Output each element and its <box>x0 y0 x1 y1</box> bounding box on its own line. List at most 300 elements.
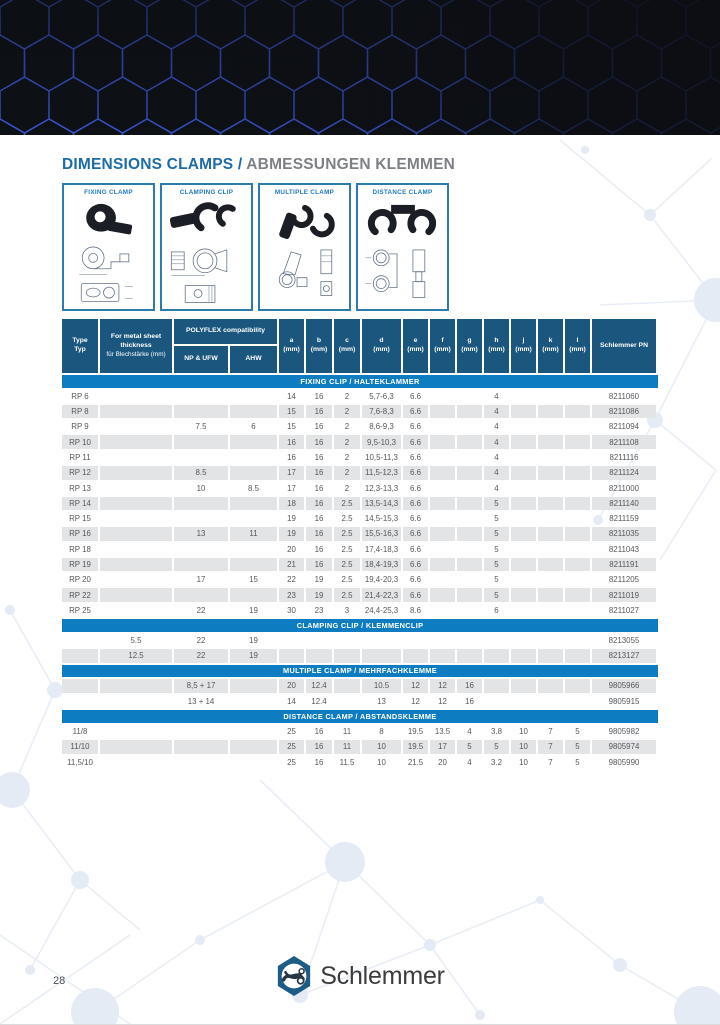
table-cell: 8211140 <box>592 497 656 511</box>
table-cell <box>306 634 332 648</box>
table-cell <box>511 451 536 465</box>
multiple-clamp-drawing <box>263 242 347 309</box>
fixing-clamp-label: FIXING CLAMP <box>84 189 133 196</box>
dim-letter: d <box>379 337 384 345</box>
col-header-dim-d <box>362 319 401 373</box>
table-cell <box>457 481 482 495</box>
table-cell: 8211000 <box>608 483 640 493</box>
table-cell <box>457 588 482 602</box>
table-cell <box>565 420 590 434</box>
distance-clamp-photo <box>361 196 445 242</box>
table-cell <box>100 694 172 708</box>
schlemmer-logo <box>0 955 720 997</box>
table-cell: 4 <box>484 435 509 449</box>
col-header-dim-h <box>484 319 509 373</box>
table-cell <box>457 466 482 480</box>
col-header-dim-j <box>511 319 536 373</box>
table-cell: 15,5-16,3 <box>362 527 401 541</box>
table-cell: 7,6-8,3 <box>362 405 401 419</box>
table-cell: 13.5 <box>434 726 451 736</box>
clamping-clip-drawing <box>165 242 249 309</box>
table-cell: 8211043 <box>608 544 640 554</box>
table-cell: 5 <box>494 514 499 524</box>
table-cell: 15 <box>249 575 258 585</box>
table-cell <box>511 694 536 708</box>
dim-unit: (mm) <box>542 346 559 353</box>
table-cell: 2.5 <box>334 527 360 541</box>
table-cell <box>430 451 455 465</box>
table-cell: 8.6 <box>410 605 421 615</box>
table-cell: 19,4-20,3 <box>364 575 399 585</box>
table-cell <box>230 694 277 708</box>
table-cell: 16 <box>314 757 324 767</box>
section-header: MULTIPLE CLAMP / MEHRFACHKLEMME <box>62 665 658 678</box>
table-cell: 19 <box>306 588 332 602</box>
fixing-clamp-photo <box>67 196 151 242</box>
table-cell <box>565 527 590 541</box>
table-cell <box>100 679 172 693</box>
table-cell <box>334 634 360 648</box>
table-cell <box>457 604 482 618</box>
table-cell <box>430 405 455 419</box>
table-cell <box>100 573 172 587</box>
table-cell: RP 25 <box>69 605 91 615</box>
table-cell <box>62 649 98 663</box>
table-cell: 22 <box>196 605 206 615</box>
table-cell <box>511 527 536 541</box>
table-cell: 8211060 <box>608 391 640 401</box>
table-cell: 6.6 <box>410 483 421 493</box>
table-cell: 8 <box>379 726 384 736</box>
table-cell <box>334 649 360 663</box>
dim-letter: e <box>413 337 418 345</box>
distance-clamp-label: DISTANCE CLAMP <box>372 189 433 196</box>
table-cell: 6.6 <box>410 575 421 585</box>
table-cell <box>511 420 536 434</box>
table-cell: 18,4-19,3 <box>362 558 401 572</box>
table-cell <box>457 390 482 404</box>
table-cell: 9805990 <box>608 757 640 767</box>
table-cell <box>484 679 509 693</box>
table-cell <box>174 755 228 769</box>
table-cell <box>457 451 482 465</box>
table-cell: 6.6 <box>403 405 428 419</box>
table-cell: 16 <box>457 679 482 693</box>
table-cell: 11/10 <box>62 740 98 754</box>
table-cell: RP 14 <box>62 497 98 511</box>
table-cell: 11 <box>342 726 352 736</box>
table-cell <box>174 390 228 404</box>
col-header-polyflex-sub-0: NP & UFW <box>174 346 228 373</box>
table-row <box>62 527 658 541</box>
table-cell: 4 <box>484 466 509 480</box>
table-cell: 8,5 + 17 <box>174 679 228 693</box>
table-cell: 19 <box>249 636 258 646</box>
table-cell: 19 <box>230 649 277 663</box>
table-cell: 6.6 <box>410 391 421 401</box>
table-cell <box>334 694 360 708</box>
table-cell: 2.5 <box>341 514 353 524</box>
table-cell: 8211191 <box>592 558 656 572</box>
table-cell: 3.2 <box>491 757 502 767</box>
table-cell <box>538 420 563 434</box>
table-cell <box>230 405 277 419</box>
table-cell: 16 <box>314 726 324 736</box>
table-cell: 5 <box>494 575 499 585</box>
table-cell: 20 <box>438 757 447 767</box>
table-cell: 2 <box>344 483 350 493</box>
table-cell: 16 <box>314 422 324 432</box>
col-header-thickness <box>100 319 172 373</box>
table-cell <box>174 435 228 449</box>
table-cell <box>565 451 590 465</box>
dim-unit: (mm) <box>461 346 478 353</box>
table-cell: 16 <box>314 544 324 554</box>
table-cell: 22 <box>287 575 296 585</box>
col-header-thickness-en: For metal sheet thickness <box>110 333 162 349</box>
table-cell: 5 <box>575 757 580 767</box>
distance-clamp-box <box>356 183 449 311</box>
table-cell <box>511 542 536 556</box>
table-cell: 10 <box>511 740 536 754</box>
table-cell: 7.5 <box>195 422 207 432</box>
table-cell: 9,5-10,3 <box>362 435 401 449</box>
table-cell <box>100 405 172 419</box>
table-cell <box>362 649 401 663</box>
dim-unit: (mm) <box>569 346 586 353</box>
table-cell: 8211035 <box>592 527 656 541</box>
table-cell: 13 <box>377 696 386 706</box>
table-cell <box>100 604 172 618</box>
col-header-dim-b <box>306 319 332 373</box>
table-cell <box>511 588 536 602</box>
table-cell: 8211124 <box>592 466 656 480</box>
table-cell: 19 <box>314 575 324 585</box>
table-row <box>62 405 658 419</box>
dim-unit: (mm) <box>338 346 356 353</box>
table-cell <box>430 649 455 663</box>
table-row <box>62 588 658 602</box>
table-cell <box>538 542 563 556</box>
dim-letter: g <box>467 337 472 345</box>
table-cell <box>511 405 536 419</box>
table-cell: 10.5 <box>362 679 401 693</box>
table-cell <box>457 512 482 526</box>
table-cell: 13 <box>174 527 228 541</box>
table-row <box>62 512 658 526</box>
table-cell <box>100 451 172 465</box>
col-header-dim-f <box>430 319 455 373</box>
table-cell: 8211108 <box>592 435 656 449</box>
table-cell: 8.5 <box>248 483 259 493</box>
table-row <box>62 604 658 618</box>
table-cell: 16 <box>314 483 324 493</box>
col-header-dim-c <box>334 319 360 373</box>
table-cell: 15 <box>287 422 296 432</box>
table-cell <box>230 588 277 602</box>
table-cell <box>565 634 590 648</box>
table-cell: 16 <box>306 527 332 541</box>
multiple-clamp-label: MULTIPLE CLAMP <box>274 189 335 196</box>
table-cell <box>230 542 277 556</box>
table-cell <box>538 405 563 419</box>
table-cell: 19 <box>279 527 304 541</box>
table-cell <box>100 481 172 495</box>
table-cell: 11 <box>334 740 360 754</box>
table-cell: 25 <box>287 726 296 736</box>
table-cell: 2 <box>344 453 350 463</box>
table-row <box>62 466 658 480</box>
table-cell <box>62 694 98 708</box>
table-cell <box>457 405 482 419</box>
table-cell: 19.5 <box>403 740 428 754</box>
table-cell <box>538 679 563 693</box>
table-cell <box>100 527 172 541</box>
table-cell: 6.6 <box>403 497 428 511</box>
distance-clamp-drawing <box>361 242 445 309</box>
table-cell: 5 <box>565 740 590 754</box>
col-header-schlemmer-pn: Schlemmer PN <box>592 319 656 373</box>
table-cell <box>100 512 172 526</box>
table-cell <box>230 390 277 404</box>
col-header-thickness-de: für Blechstärke (mm) <box>106 350 166 358</box>
table-cell <box>100 558 172 572</box>
col-header-polyflex: POLYFLEX compatibility <box>174 319 277 344</box>
dim-unit: (mm) <box>434 346 451 353</box>
col-header-type-de: Typ <box>74 346 86 353</box>
dim-letter: f <box>441 337 444 345</box>
table-cell: 12.4 <box>306 679 332 693</box>
table-cell <box>430 634 455 648</box>
table-cell: 4 <box>494 483 499 493</box>
table-cell: 3 <box>344 605 350 615</box>
table-cell: 4 <box>494 422 499 432</box>
table-row <box>62 497 658 511</box>
table-cell: 12.4 <box>311 696 327 706</box>
table-cell <box>457 527 482 541</box>
table-cell <box>538 573 563 587</box>
table-cell <box>457 634 482 648</box>
table-cell: 18 <box>279 497 304 511</box>
multiple-clamp-box <box>258 183 351 311</box>
table-cell: 16 <box>306 435 332 449</box>
table-cell: 16 <box>306 497 332 511</box>
table-cell: 10 <box>362 740 401 754</box>
table-cell <box>538 634 563 648</box>
table-row <box>62 755 658 769</box>
table-cell: 5 <box>484 527 509 541</box>
table-cell: 14 <box>287 696 296 706</box>
table-cell: 9805915 <box>608 696 640 706</box>
table-cell: 8211094 <box>608 422 640 432</box>
table-cell: 16 <box>314 514 324 524</box>
table-cell: 2.5 <box>334 558 360 572</box>
table-cell <box>538 604 563 618</box>
fixing-clamp-drawing <box>67 242 151 309</box>
table-cell: RP 6 <box>71 391 89 401</box>
table-cell <box>430 420 455 434</box>
table-cell <box>538 694 563 708</box>
table-cell: 16 <box>306 405 332 419</box>
table-cell <box>565 466 590 480</box>
section-header: DISTANCE CLAMP / ABSTANDSKLEMME <box>62 710 658 723</box>
table-cell: 2 <box>334 466 360 480</box>
table-cell: 14,5-15,3 <box>364 514 399 524</box>
table-cell <box>174 512 228 526</box>
table-cell: RP 15 <box>69 514 91 524</box>
table-row <box>62 481 658 495</box>
table-cell: 21,4-22,3 <box>362 588 401 602</box>
table-cell <box>430 497 455 511</box>
dim-letter: j <box>522 337 525 345</box>
table-cell <box>565 435 590 449</box>
table-cell <box>100 466 172 480</box>
table-cell: 6.6 <box>410 514 421 524</box>
table-cell: RP 10 <box>62 435 98 449</box>
table-cell: 10,5-11,3 <box>365 453 398 463</box>
table-cell <box>538 527 563 541</box>
table-cell: 21 <box>279 558 304 572</box>
table-cell: 12 <box>438 696 447 706</box>
table-cell <box>457 558 482 572</box>
table-cell <box>174 588 228 602</box>
table-cell: 17 <box>196 575 206 585</box>
table-cell: 16 <box>306 466 332 480</box>
table-cell <box>100 420 172 434</box>
table-cell: 4 <box>467 757 472 767</box>
table-cell <box>230 435 277 449</box>
table-cell <box>538 558 563 572</box>
table-row <box>62 558 658 572</box>
table-cell: 19 <box>287 514 296 524</box>
table-cell: 5 <box>484 588 509 602</box>
table-cell <box>230 755 277 769</box>
table-row <box>62 679 658 693</box>
table-cell: 2 <box>344 391 350 401</box>
table-cell <box>430 573 455 587</box>
table-cell: 2.5 <box>334 588 360 602</box>
table-row <box>62 649 658 663</box>
table-cell: 6.6 <box>410 544 421 554</box>
table-cell: 20 <box>279 679 304 693</box>
col-header-type <box>62 319 98 373</box>
table-cell: 3.8 <box>491 726 502 736</box>
table-cell: 12.5 <box>100 649 172 663</box>
table-cell <box>538 512 563 526</box>
table-cell <box>565 405 590 419</box>
table-cell <box>565 497 590 511</box>
fixing-clamp-box <box>62 183 155 311</box>
table-cell: 9805982 <box>608 726 640 736</box>
table-cell: 20 <box>287 544 296 554</box>
table-cell: 21.5 <box>407 757 424 767</box>
dim-letter: a <box>289 337 294 345</box>
table-cell <box>174 740 228 754</box>
table-cell <box>430 588 455 602</box>
table-cell <box>511 435 536 449</box>
table-cell <box>430 466 455 480</box>
table-cell <box>511 558 536 572</box>
table-cell <box>403 649 428 663</box>
table-cell <box>457 542 482 556</box>
table-cell: 11,5-12,3 <box>362 466 401 480</box>
col-header-dim-l <box>565 319 590 373</box>
table-cell <box>430 435 455 449</box>
page-content <box>0 135 720 771</box>
table-cell <box>565 512 590 526</box>
col-header-type-en: Type <box>72 337 88 345</box>
table-cell <box>100 588 172 602</box>
dim-unit: (mm) <box>373 346 390 353</box>
table-cell: 12 <box>411 696 420 706</box>
dim-letter: c <box>345 337 349 345</box>
table-cell: 10 <box>519 757 528 767</box>
table-cell: 12 <box>403 679 428 693</box>
table-cell: 22 <box>196 636 206 646</box>
table-cell: RP 18 <box>69 544 91 554</box>
table-cell: 24,4-25,3 <box>364 605 399 615</box>
table-cell <box>306 649 332 663</box>
table-cell: 8213055 <box>608 636 640 646</box>
table-cell <box>174 451 228 465</box>
table-cell: 8211205 <box>608 575 640 585</box>
table-cell <box>100 725 172 739</box>
table-cell: 11/8 <box>72 726 88 736</box>
table-cell <box>511 573 536 587</box>
table-cell <box>100 740 172 754</box>
table-cell <box>230 725 277 739</box>
table-cell: 7 <box>538 740 563 754</box>
table-cell: 6 <box>494 605 499 615</box>
table-cell: 2 <box>334 435 360 449</box>
table-cell <box>484 649 509 663</box>
table-cell <box>538 497 563 511</box>
table-cell <box>511 466 536 480</box>
col-header-polyflex-sub-1: AHW <box>230 346 277 373</box>
table-cell: 16 <box>465 696 474 706</box>
page-title-de: ABMESSUNGEN KLEMMEN <box>246 156 456 173</box>
table-cell: 16 <box>314 391 324 401</box>
table-cell: 7 <box>548 726 553 736</box>
table-cell <box>62 679 98 693</box>
table-cell: RP 22 <box>62 588 98 602</box>
table-cell <box>511 634 536 648</box>
table-cell: 17 <box>287 483 296 493</box>
page-title-en: DIMENSIONS CLAMPS / <box>62 156 243 173</box>
table-cell: 5 <box>484 558 509 572</box>
table-cell: 22 <box>174 649 228 663</box>
table-cell <box>174 558 228 572</box>
table-cell <box>565 679 590 693</box>
table-cell: 6.6 <box>403 435 428 449</box>
table-cell <box>538 588 563 602</box>
table-cell: 17 <box>279 466 304 480</box>
table-cell <box>230 497 277 511</box>
dim-letter: b <box>316 337 322 345</box>
col-header-dim-a <box>279 319 304 373</box>
table-cell <box>538 466 563 480</box>
table-cell: 10 <box>196 483 206 493</box>
table-cell: 5 <box>494 544 499 554</box>
table-cell: 10 <box>519 726 528 736</box>
table-cell <box>538 435 563 449</box>
table-cell: 23 <box>314 605 324 615</box>
table-cell: 16 <box>306 558 332 572</box>
table-cell: RP 8 <box>62 405 98 419</box>
table-cell: RP 13 <box>69 483 91 493</box>
table-cell: 5 <box>484 740 509 754</box>
multiple-clamp-photo <box>263 196 347 242</box>
